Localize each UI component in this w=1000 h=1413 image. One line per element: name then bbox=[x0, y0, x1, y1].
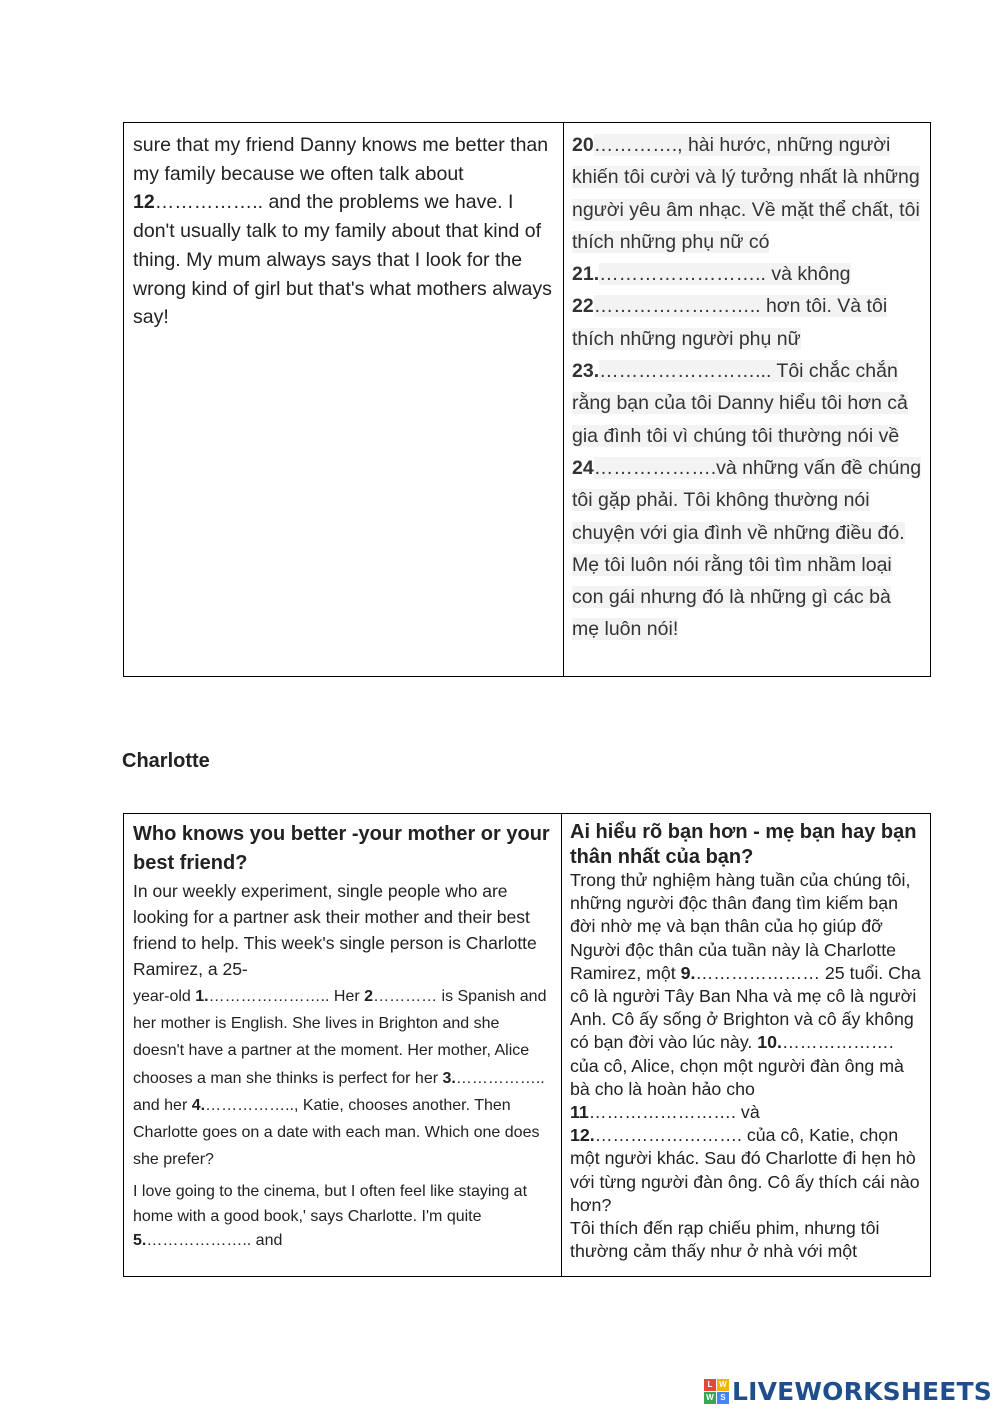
english-question-title: Who knows you better -your mother or your best friend? bbox=[133, 823, 550, 874]
question-number: 4. bbox=[191, 1096, 206, 1114]
text-run: sure that my friend Danny knows me better than my family because we often talk about bbox=[133, 134, 549, 185]
vietnamese-text-cell bbox=[564, 123, 931, 677]
question-number: 20 bbox=[572, 134, 594, 156]
liveworksheets-logo bbox=[704, 1377, 992, 1406]
text-run: ………… is Spanish and her mother is English. She lives in Brighton and she doesn't have a partner at the moment. Her mother, Alice chooses a man she thinks is perfect for her bbox=[133, 988, 547, 1087]
question-number: 23. bbox=[572, 360, 600, 383]
question-number: 3. bbox=[442, 1069, 456, 1087]
question-number: 12. bbox=[570, 1125, 595, 1146]
text-run: ………………… 25 tuổi. Cha cô là người Tây Ban Nha và mẹ cô là người Anh. Cô ấy sống ở Brighton và cô ấy không có bạn đời vào lúc này. bbox=[570, 962, 921, 1053]
text-run: …………., hài hước, những người khiến tôi cười và lý tưởng nhất là những người yêu âm nhạc. Về mặt thể chất, tôi thích những phụ nữ có bbox=[572, 134, 920, 253]
logo-badge-letter: S bbox=[717, 1392, 729, 1404]
text-run: year-old bbox=[133, 988, 196, 1005]
text-run: ……………….. and bbox=[146, 1231, 283, 1249]
text-run: …………….., Katie, chooses another. Then Charlotte goes on a date with each man. Which one does she prefer? bbox=[133, 1096, 540, 1169]
vietnamese-paragraph bbox=[572, 129, 922, 646]
question-number: 2 bbox=[364, 988, 374, 1005]
vietnamese-text-cell bbox=[562, 814, 931, 1277]
vietnamese-question-title: Ai hiểu rõ bạn hơn - mẹ bạn hay bạn thân nhất của bạn? bbox=[570, 821, 917, 868]
question-number: 11 bbox=[570, 1102, 589, 1123]
text-run: I love going to the cinema, but I often feel like staying at home with a good book,' says Charlotte. I'm quite bbox=[133, 1183, 528, 1225]
text-run: …………….. and the problems we have. I don't usually talk to my family about that kind of thing. My mum always says that I look for the wrong kind of girl but that's what mothers always say! bbox=[133, 191, 552, 329]
question-number: 21. bbox=[572, 263, 600, 286]
question-number: 24 bbox=[572, 456, 594, 479]
text-run: Trong thử nghiệm hàng tuần của chúng tôi, những người độc thân đang tìm kiếm bạn đời nhờ mẹ và bạn thân của họ giúp đỡ Người độc thân của tuần này là Charlotte Ramirez, một bbox=[570, 870, 911, 983]
logo-wordmark: LIVEWORKSHEETS bbox=[731, 1377, 992, 1406]
text-run: …………….. and her bbox=[133, 1069, 545, 1114]
answer-table-1 bbox=[123, 122, 931, 677]
section-heading-charlotte: Charlotte bbox=[122, 750, 210, 772]
answer-table-2 bbox=[123, 813, 931, 1277]
question-number: 9. bbox=[680, 962, 696, 983]
english-paragraph-2 bbox=[133, 1180, 553, 1253]
logo-badge-icon bbox=[704, 1379, 729, 1404]
text-run: …………………….. hơn tôi. Và tôi thích những người phụ nữ bbox=[572, 295, 888, 350]
text-run: Tôi thích đến rạp chiếu phim, nhưng tôi thường cảm thấy như ở nhà với một bbox=[570, 1218, 880, 1262]
question-number: 22 bbox=[572, 295, 594, 318]
question-number: 12 bbox=[133, 191, 155, 214]
english-text-cell bbox=[124, 814, 562, 1277]
text-run: ……………….và những vấn đề chúng tôi gặp phải. Tôi không thường nói chuyện với gia đình về những điều đó. Mẹ tôi luôn nói rằng tôi tìm nhầm loại con gái nhưng đó là những gì các bà mẹ luôn nói! bbox=[572, 456, 922, 641]
logo-badge-letter: L bbox=[704, 1379, 716, 1391]
vietnamese-paragraph bbox=[570, 869, 922, 1263]
question-number: 5. bbox=[133, 1231, 147, 1249]
english-paragraph-1-gaps bbox=[133, 988, 546, 1168]
text-run: …………………….. và không bbox=[599, 263, 851, 286]
english-paragraph-1-intro: In our weekly experiment, single people who are looking for a partner ask their mother and their best friend to help. This week's single person is Charlotte Ramirez, a 25- bbox=[133, 881, 537, 979]
text-run: ……………………. và bbox=[588, 1102, 760, 1123]
text-run: ………………….. Her bbox=[208, 988, 365, 1005]
logo-badge-letter: W bbox=[717, 1379, 729, 1391]
text-run: ………………. của cô, Alice, chọn một người đàn ông mà bà cho là hoàn hảo cho bbox=[570, 1032, 904, 1099]
question-number: 10. bbox=[757, 1032, 782, 1053]
english-paragraph bbox=[133, 131, 553, 332]
text-run: ……………………... Tôi chắc chắn rằng bạn của tôi Danny hiểu tôi hơn cả gia đình tôi vì chúng tôi thường nói về bbox=[572, 360, 908, 447]
english-paragraph-1 bbox=[133, 878, 553, 1172]
text-run: ……………………. của cô, Katie, chọn một người khác. Sau đó Charlotte đi hẹn hò với từng người đàn ông. Cô ấy thích cái nào hơn? bbox=[570, 1125, 920, 1215]
english-text-cell bbox=[124, 123, 564, 677]
logo-badge-letter: W bbox=[704, 1392, 716, 1404]
question-number: 1. bbox=[195, 988, 209, 1005]
